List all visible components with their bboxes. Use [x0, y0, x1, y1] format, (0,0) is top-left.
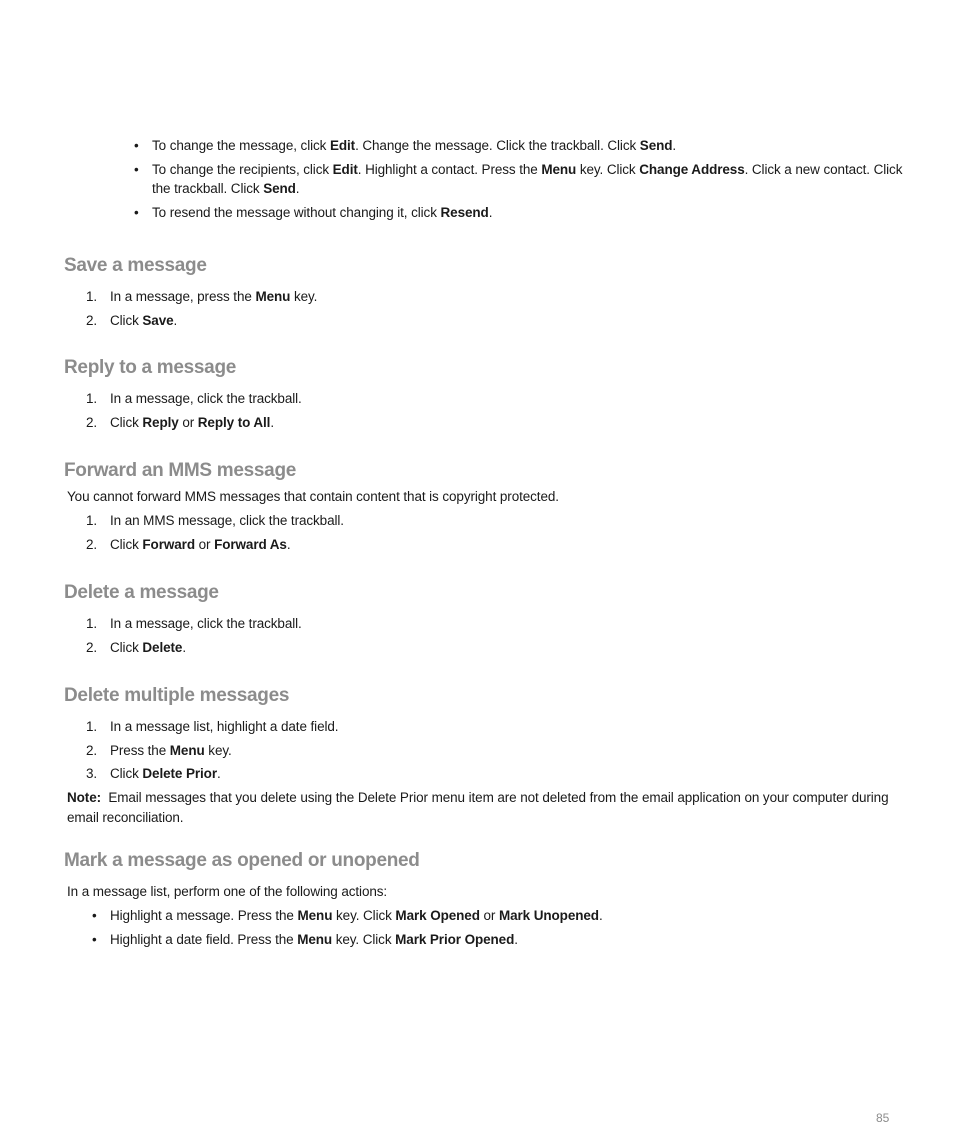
- text: In an MMS message, click the trackball.: [110, 513, 344, 528]
- text: Click: [110, 536, 143, 552]
- text: Highlight a date field. Press the: [110, 932, 298, 947]
- text-bold: Menu: [255, 289, 291, 304]
- text-bold: Reply to All: [197, 414, 271, 430]
- text: .: [598, 908, 603, 923]
- text: .: [488, 205, 493, 220]
- list-item: [86, 287, 317, 306]
- text-bold: Forward As: [214, 536, 287, 552]
- section-title-mark: Mark a message as opened or unopened: [64, 850, 420, 871]
- note-label: Note:: [67, 790, 101, 805]
- note-text: Email messages that you delete using the Delete Prior menu item are not deleted from the email application on your computer during email reconciliation.: [67, 790, 889, 825]
- text-bold: Reply: [142, 414, 179, 430]
- text: or: [194, 536, 215, 552]
- text-bold: Menu: [297, 908, 333, 923]
- section-title-reply: Reply to a message: [64, 357, 237, 378]
- text: key.: [204, 742, 232, 758]
- list-item: [86, 717, 338, 736]
- list-item: [134, 160, 904, 198]
- text: .: [217, 766, 221, 781]
- text: Click: [110, 414, 143, 430]
- text-bold: Menu: [297, 932, 333, 947]
- edit-options-list: [134, 136, 904, 227]
- list-item: [92, 906, 892, 925]
- list-item: [134, 136, 904, 155]
- text: . Highlight a contact. Press the: [357, 162, 542, 177]
- delete-steps: [86, 614, 302, 661]
- text: . Change the message. Click the trackball. Click: [355, 138, 640, 153]
- text: To change the message, click: [152, 138, 330, 153]
- text: Press the: [110, 742, 170, 758]
- step-number: 1.: [86, 391, 98, 406]
- text-bold: Edit: [329, 138, 356, 153]
- step-number: 1.: [86, 289, 98, 304]
- text-bold: Mark Opened: [395, 908, 480, 923]
- list-item: [86, 311, 317, 330]
- list-item: [86, 413, 302, 432]
- list-item: [86, 511, 344, 530]
- text-bold: Menu: [541, 162, 577, 177]
- text: key.: [290, 289, 318, 304]
- page-number: 85: [876, 1111, 890, 1125]
- list-item: [92, 930, 892, 949]
- text-bold: Mark Prior Opened: [395, 932, 515, 947]
- text: To resend the message without changing it, click: [152, 205, 441, 220]
- text: key. Click: [576, 162, 640, 177]
- text: .: [270, 414, 274, 430]
- section-title-save: Save a message: [64, 255, 207, 276]
- list-item: [86, 741, 338, 760]
- text: key. Click: [332, 908, 396, 923]
- text: Highlight a message. Press the: [110, 908, 298, 923]
- step-number: 2.: [86, 312, 98, 328]
- text: .: [295, 181, 300, 196]
- text: In a message list, highlight a date field.: [110, 719, 339, 734]
- section-title-forward: Forward an MMS message: [64, 460, 297, 481]
- text: Click: [110, 639, 143, 655]
- list-item: [86, 614, 302, 633]
- text-bold: Delete Prior: [142, 766, 217, 781]
- step-number: 1.: [86, 719, 98, 734]
- text-bold: Save: [142, 312, 174, 328]
- text-bold: Mark Unopened: [498, 908, 599, 923]
- list-item: [86, 638, 302, 657]
- text: .: [672, 138, 677, 153]
- section-title-delete-multiple: Delete multiple messages: [64, 685, 290, 706]
- step-number: 2.: [86, 536, 98, 552]
- text: key. Click: [332, 932, 396, 947]
- text: In a message, press the: [110, 289, 256, 304]
- delete-multiple-steps: [86, 717, 338, 788]
- list-item: [134, 203, 904, 222]
- step-number: 2.: [86, 742, 98, 758]
- mark-actions-list: [92, 906, 892, 954]
- step-number: 2.: [86, 639, 98, 655]
- step-number: 1.: [86, 513, 98, 528]
- text-bold: Forward: [142, 536, 195, 552]
- text: In a message, click the trackball.: [110, 391, 302, 406]
- text: In a message, click the trackball.: [110, 616, 302, 631]
- text: .: [173, 312, 178, 328]
- text: To change the recipients, click: [152, 162, 333, 177]
- text-bold: Send: [639, 138, 673, 153]
- text: .: [286, 536, 291, 552]
- list-item: [86, 764, 338, 783]
- step-number: 2.: [86, 414, 98, 430]
- text: .: [182, 639, 186, 655]
- forward-intro: You cannot forward MMS messages that contain content that is copyright protected.: [67, 489, 559, 504]
- text-bold: Delete: [142, 639, 183, 655]
- text-bold: Change Address: [639, 162, 745, 177]
- list-item: [86, 389, 302, 408]
- section-title-delete: Delete a message: [64, 582, 219, 603]
- text: .: [514, 932, 518, 947]
- list-item: [86, 535, 344, 554]
- text: Click: [110, 312, 143, 328]
- mark-intro: In a message list, perform one of the following actions:: [67, 884, 388, 899]
- text-bold: Edit: [332, 162, 358, 177]
- text: or: [178, 414, 198, 430]
- text-bold: Menu: [169, 742, 205, 758]
- text: or: [479, 908, 499, 923]
- forward-steps: [86, 511, 344, 558]
- text: . Click a new contact. Click the trackball. Click: [152, 162, 903, 196]
- save-steps: [86, 287, 317, 334]
- text: Click: [110, 766, 143, 781]
- reply-steps: [86, 389, 302, 436]
- text-bold: Send: [263, 181, 296, 196]
- step-number: 3.: [86, 766, 98, 781]
- step-number: 1.: [86, 616, 98, 631]
- text-bold: Resend: [440, 205, 489, 220]
- note: [67, 788, 897, 828]
